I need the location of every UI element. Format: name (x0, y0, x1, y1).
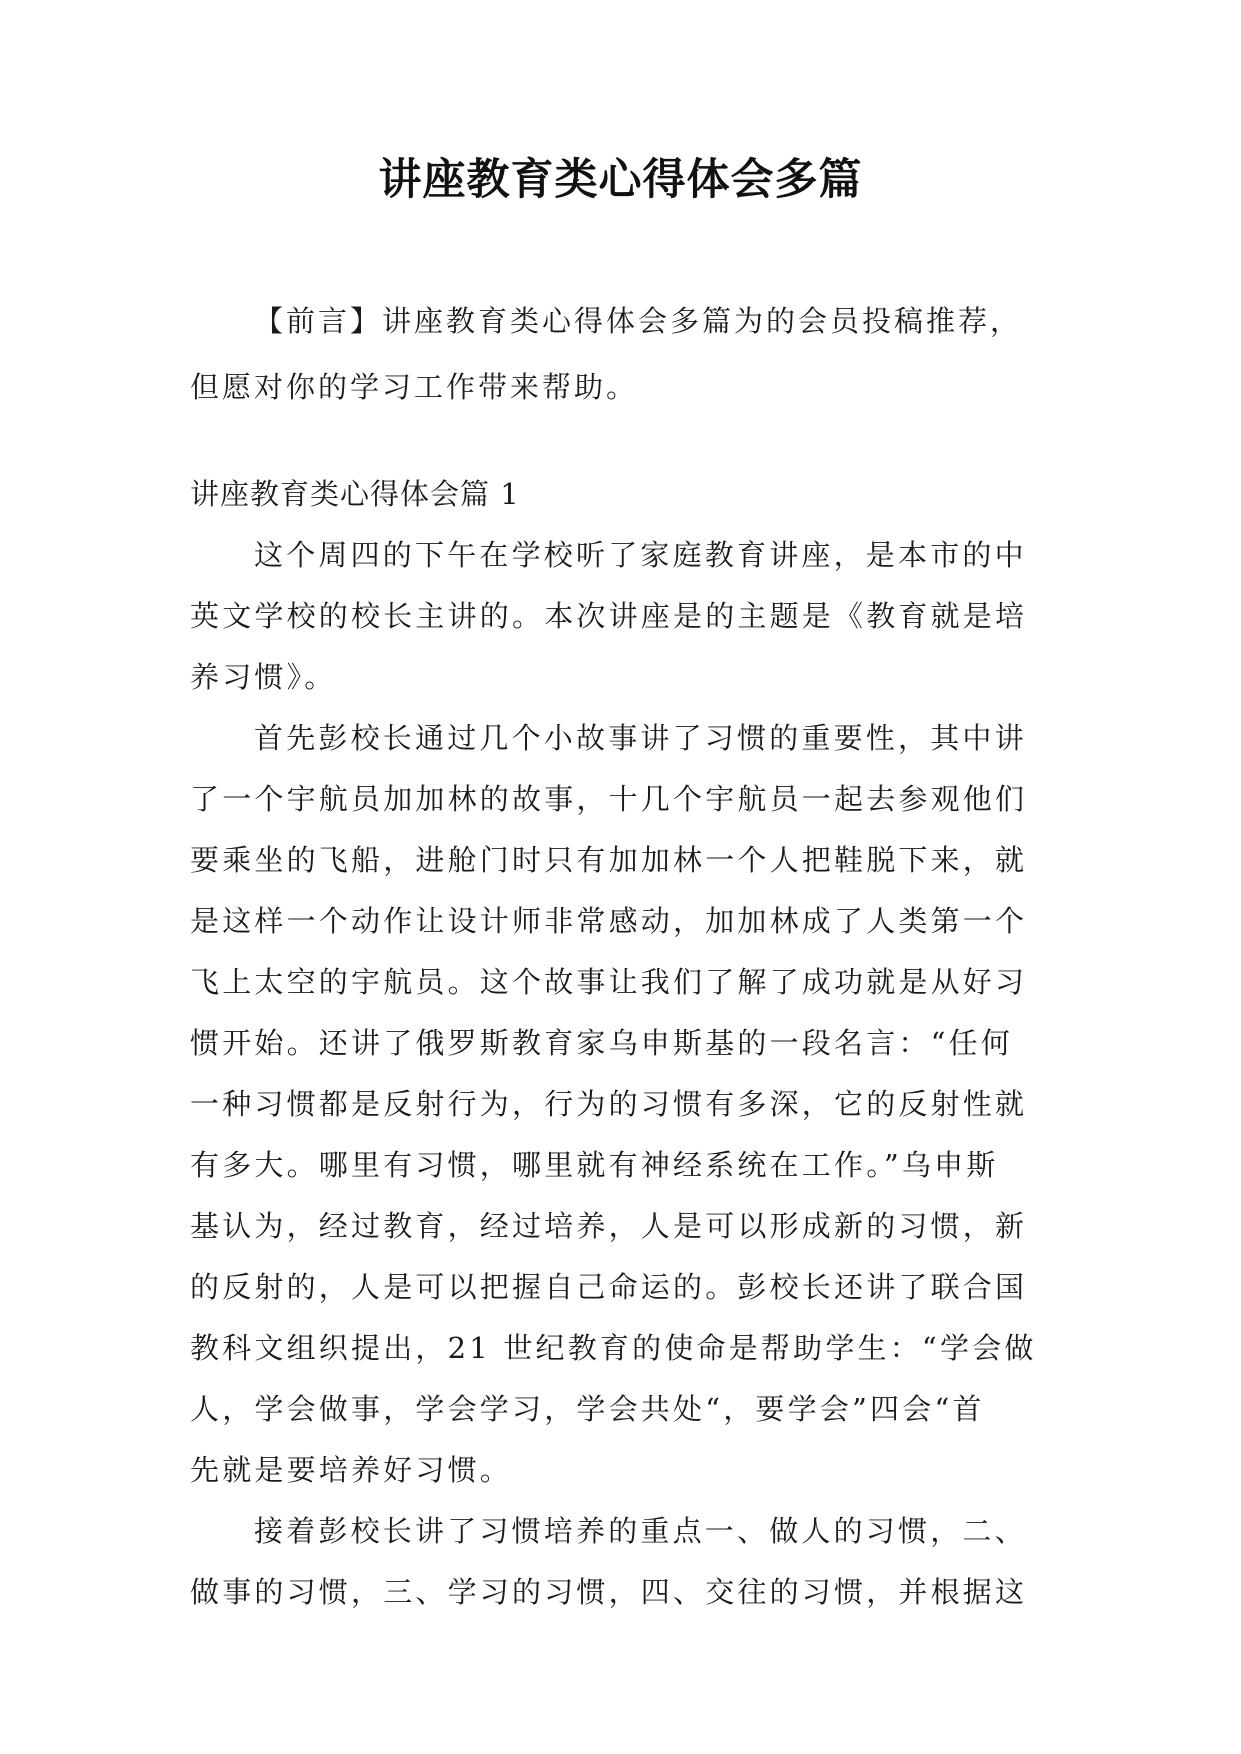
paragraph-line: 做事的习惯，三、学习的习惯，四、交往的习惯，并根据这 (190, 1575, 1028, 1609)
paragraph-line: 人，学会做事，学会学习，学会共处“，要学会”四会“首 (190, 1392, 985, 1426)
paragraph-line: 的反射的，人是可以把握自己命运的。彭校长还讲了联合国 (190, 1270, 1028, 1304)
paragraph-line: 一种习惯都是反射行为，行为的习惯有多深，它的反射性就 (190, 1087, 1028, 1121)
paragraph-line: 惯开始。还讲了俄罗斯教育家乌申斯基的一段名言：“任何 (190, 1026, 1014, 1060)
paragraph-line: 要乘坐的飞船，进舱门时只有加加林一个人把鞋脱下来，就 (190, 843, 1028, 877)
paragraph-line: 英文学校的校长主讲的。本次讲座是的主题是《教育就是培 (190, 599, 1028, 633)
paragraph-line: 首先彭校长通过几个小故事讲了习惯的重要性，其中讲 (254, 721, 1027, 755)
section-heading: 讲座教育类心得体会篇 1 (190, 477, 520, 511)
paragraph (190, 525, 1060, 708)
article-body (190, 464, 1060, 1623)
paragraph-line: 先就是要培养好习惯。 (190, 1453, 513, 1487)
paragraph-line: 养习惯》。 (190, 660, 337, 694)
paragraph (190, 708, 1060, 1501)
paragraph-line: 接着彭校长讲了习惯培养的重点一、做人的习惯，二、 (254, 1514, 1027, 1548)
paragraph-line: 基认为，经过教育，经过培养，人是可以形成新的习惯，新 (190, 1209, 1028, 1243)
paragraph-line: 这个周四的下午在学校听了家庭教育讲座，是本市的中 (254, 538, 1027, 572)
preface-line: 但愿对你的学习工作带来帮助。 (190, 370, 639, 404)
paragraph-line: 教科文组织提出，21 世纪教育的使命是帮助学生：“学会做 (190, 1331, 1037, 1365)
paragraph-line: 了一个宇航员加加林的故事，十几个宇航员一起去参观他们 (190, 782, 1028, 816)
paragraph-line: 飞上太空的宇航员。这个故事让我们了解了成功就是从好习 (190, 965, 1028, 999)
paragraph (190, 1501, 1060, 1623)
paragraph-line: 有多大。哪里有习惯，哪里就有神经系统在工作。”乌申斯 (190, 1148, 999, 1182)
paragraph-line: 是这样一个动作让设计师非常感动，加加林成了人类第一个 (190, 904, 1028, 938)
preface (190, 288, 1060, 420)
preface-line: 【前言】讲座教育类心得体会多篇为的会员投稿推荐， (254, 304, 1023, 338)
document-title: 讲座教育类心得体会多篇 (378, 155, 863, 205)
